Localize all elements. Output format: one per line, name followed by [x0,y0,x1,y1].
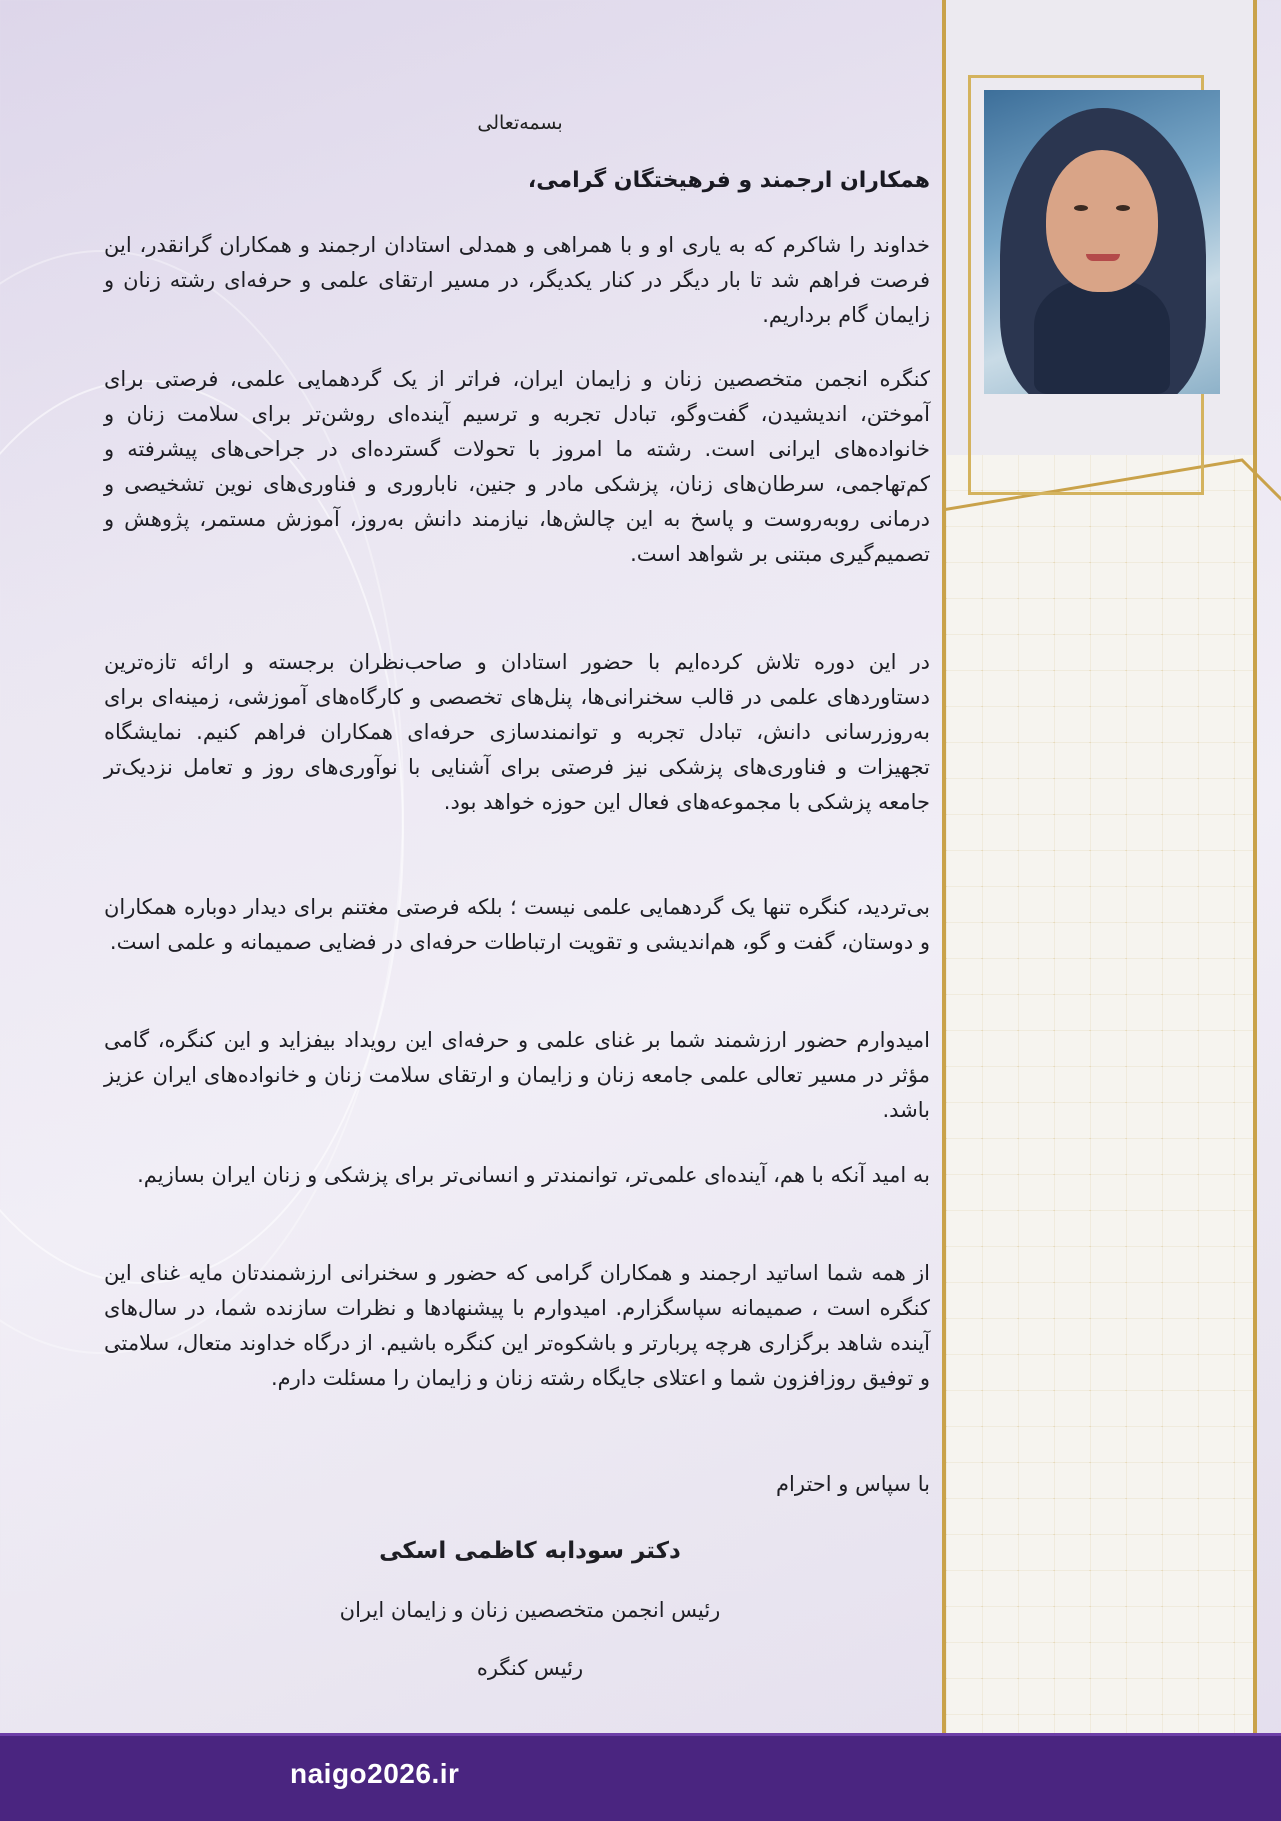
side-panel [942,0,1257,1736]
face [1046,150,1158,292]
signatory-name: دکتر سودابه کاظمی اسکی [379,1538,681,1564]
paragraph-3: در این دوره تلاش کرده‌ایم با حضور استادان و صاحب‌نظران برجسته و ارائه تازه‌ترین دستاوردهای علمی در قالب سخنرانی‌ها، پنل‌های تخصصی و کارگاه‌های آموزشی، زمینه‌ای برای به‌روزرسانی دانش، تبادل تجربه و توانمندسازی حرفه‌ای همکاران فراهم کنیم. نمایشگاه تجهیزات و فناوری‌های پزشکی نیز فرصتی برای آشنایی با نوآوری‌های روز و تعامل نزدیک‌تر جامعه پزشکی با مجموعه‌های فعال این حوزه خواهد بود. [104,650,930,814]
paragraph-6: به امید آنکه با هم، آینده‌ای علمی‌تر، توانمندتر و انسانی‌تر برای پزشکی و زنان ایران بسازیم. [137,1163,930,1187]
signatory-role-association: رئیس انجمن متخصصین زنان و زایمان ایران [339,1598,721,1622]
website-link[interactable]: naigo2026.ir [290,1758,460,1789]
paragraph-5: امیدوارم حضور ارزشمند شما بر غنای علمی و حرفه‌ای این رویداد بیفزاید و این کنگره، گامی مؤثر در مسیر تعالی علمی جامعه زنان و زایمان و ارتقای سلامت زنان و خانواده‌های ایران عزیز باشد. [104,1028,930,1122]
paragraph-4: بی‌تردید، کنگره تنها یک گردهمایی علمی نیست ؛ بلکه فرصتی مغتنم برای دیدار دوباره همکاران و دوستان، گفت و گو، هم‌اندیشی و تقویت ارتباطات حرفه‌ای در فضایی صمیمانه و علمی است. [104,895,930,954]
mouth [1086,254,1120,261]
geometric-pattern [946,455,1253,1736]
salutation: همکاران ارجمند و فرهیختگان گرامی، [527,168,930,193]
footer-bar [0,1733,1281,1821]
paragraph-7: از همه شما اساتید ارجمند و همکاران گرامی که حضور و سخنرانی ارزشمندتان مایه غنای این کنگره است ، صمیمانه سپاسگزارم. امیدوارم با پیشنهادها و نظرات سازنده شما، در سال‌های آینده شاهد برگزاری هرچه پربارتر و باشکوه‌تر این کنگره باشیم. از درگاه خداوند متعال، سلامتی و توفیق روزافزون شما و اعتلای جایگاه رشته زنان و زایمان را مسئلت دارم. [104,1261,930,1390]
eye-left [1074,205,1088,211]
eye-right [1116,205,1130,211]
scarf [1034,280,1170,394]
basmala-heading: بسمه‌تعالی [477,112,563,134]
paragraph-1: خداوند را شاکرم که به یاری او و با همراهی و همدلی استادان ارجمند و همکاران گرانقدر، این فرصت فراهم شد تا بار دیگر در کنار یکدیگر، در مسیر ارتقای علمی و حرفه‌ای رشته زنان و زایمان گام برداریم. [104,233,930,327]
paragraph-2: کنگره انجمن متخصصین زنان و زایمان ایران، فراتر از یک گردهمایی علمی، فرصتی برای آموختن، اندیشیدن، گفت‌وگو، تبادل تجربه و ترسیم آینده‌ای روشن‌تر برای سلامت زنان و خانواده‌های ایرانی است. رشته ما امروز با تحولات گسترده‌ای در جراحی‌های پیشرفته و کم‌تهاجمی، سرطان‌های زنان، پزشکی مادر و جنین، ناباروری و فناوری‌های نوین تشخیصی و درمانی روبه‌روست و پاسخ به این چالش‌ها، نیازمند دانش به‌روز، آموزش مستمر، پژوهش و تصمیم‌گیری مبتنی بر شواهد است. [104,367,930,566]
closing-line: با سپاس و احترام [776,1472,930,1496]
portrait-photo [984,90,1220,394]
signatory-role-congress: رئیس کنگره [476,1656,584,1680]
